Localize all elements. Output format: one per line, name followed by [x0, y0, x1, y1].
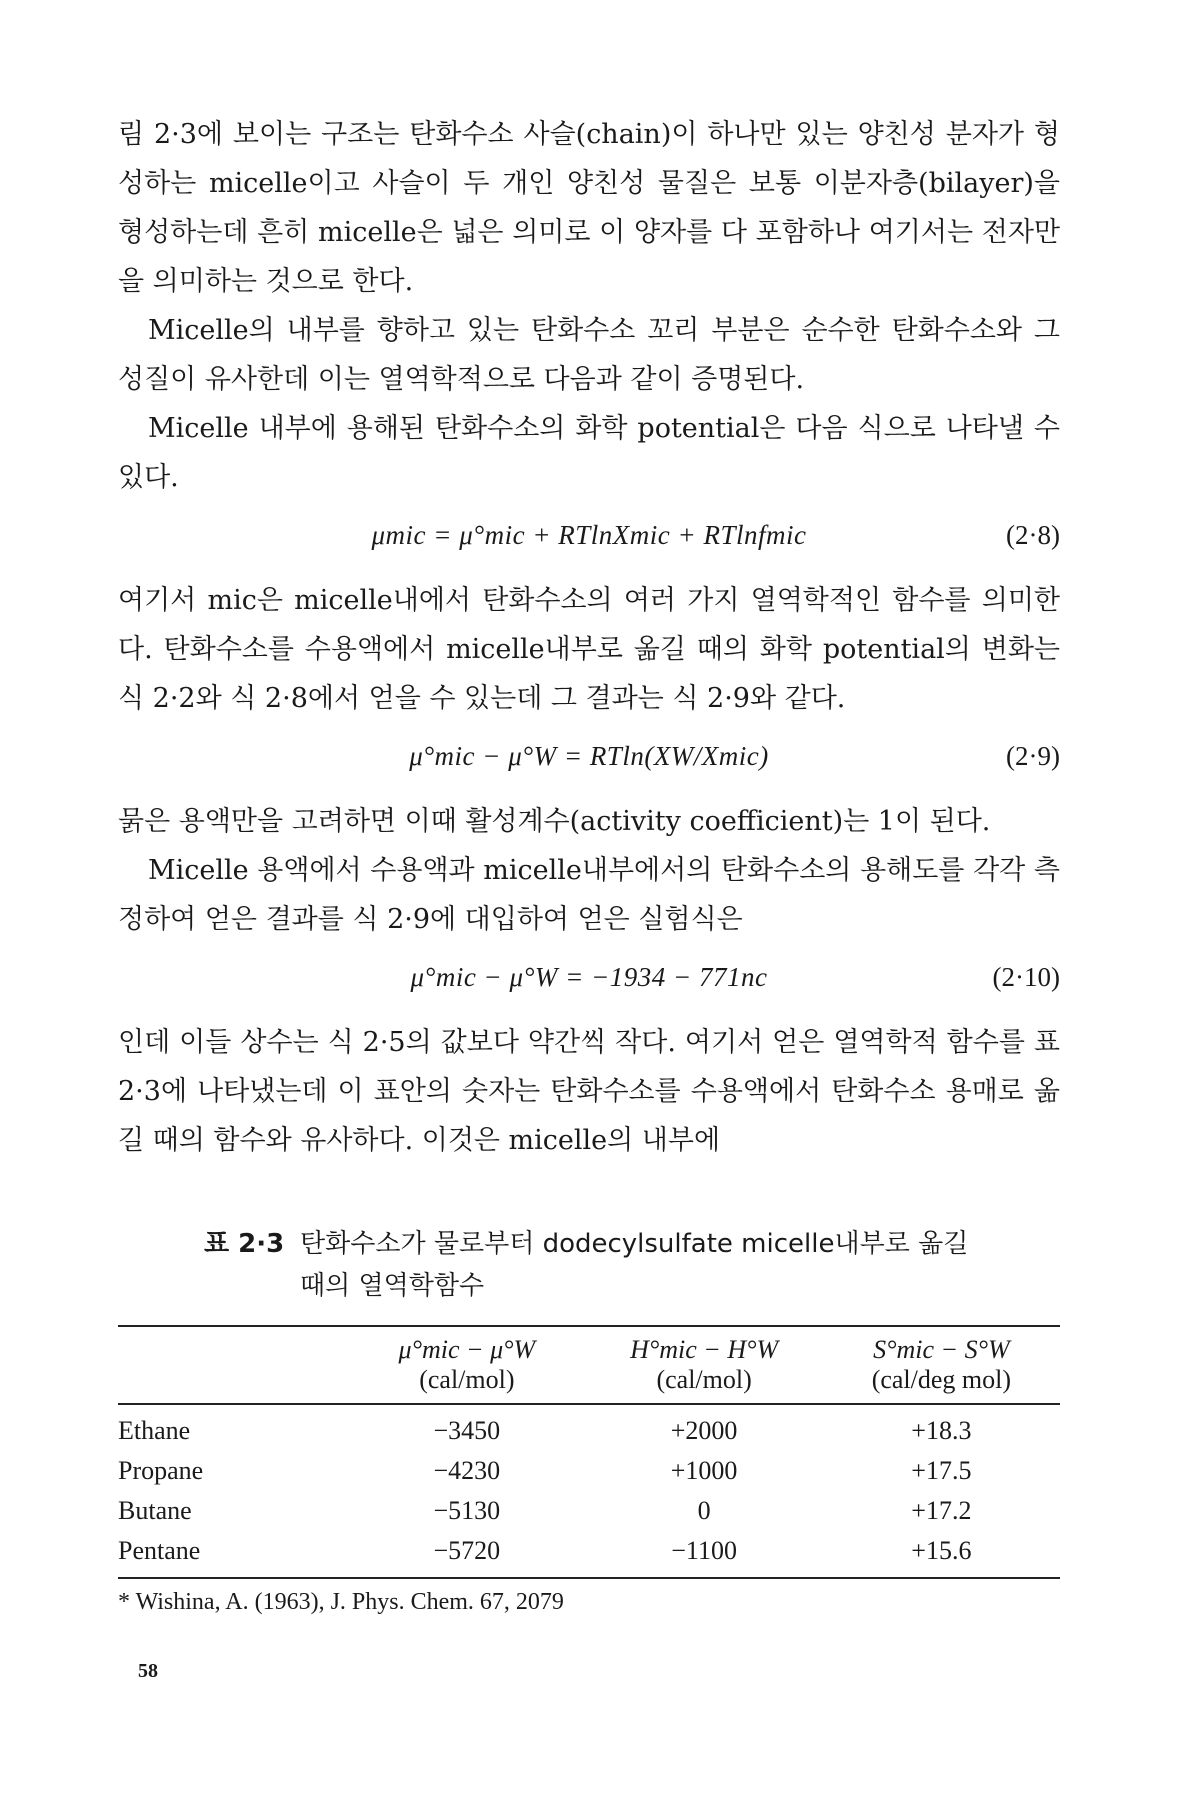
- header-expression: μ°mic − μ°W: [398, 1335, 536, 1364]
- table-cell: +17.2: [911, 1496, 972, 1525]
- paragraph: Micelle 내부에 용해된 탄화수소의 화학 potential은 다음 식으로 나타낼 수 있다.: [118, 413, 1060, 493]
- table-row: [118, 1404, 1060, 1451]
- table-cell: +18.3: [911, 1416, 972, 1445]
- row-name: Ethane: [118, 1416, 191, 1445]
- paragraph: 림 2·3에 보이는 구조는 탄화수소 사슬(chain)이 하나만 있는 양친성 분자가 형성하는 micelle이고 사슬이 두 개인 양친성 물질은 보통 이분자층(bilayer)을 형성하는데 흔히 micelle은 넓은 의미로 이 양자를 다 포함하나 여기서는 전자만을 의미하는 것으로 한다.: [118, 119, 1060, 297]
- table-header-empty: [118, 1326, 348, 1404]
- equation-expression: μ°mic − μ°W = RTln(XW/Xmic): [409, 741, 769, 771]
- equation-number: (2·10): [992, 962, 1060, 992]
- table-cell: +15.6: [911, 1536, 972, 1565]
- equation-2-9: [118, 723, 1060, 797]
- header-expression: S°mic − S°W: [873, 1335, 1010, 1364]
- paragraph: 여기서 mic은 micelle내에서 탄화수소의 여러 가지 열역학적인 함수를 의미한다. 탄화수소를 수용액에서 micelle내부로 옮길 때의 화학 potential의 변화는 식 2·2와 식 2·8에서 얻을 수 있는데 그 결과는 식 2·9와 같다.: [118, 585, 1060, 714]
- paragraph: 묽은 용액만을 고려하면 이때 활성계수(activity coefficient)는 1이 된다.: [118, 806, 991, 837]
- equation-expression: μ°mic − μ°W = −1934 − 771nc: [410, 962, 768, 992]
- table-row: [118, 1531, 1060, 1578]
- equation-number: (2·8): [1006, 520, 1060, 550]
- table-cell: −5720: [433, 1536, 501, 1565]
- table-header: [585, 1326, 822, 1404]
- table-footnote: * Wishina, A. (1963), J. Phys. Chem. 67, 2079: [118, 1589, 564, 1615]
- table-cell: −3450: [433, 1416, 501, 1445]
- header-expression: H°mic − H°W: [630, 1335, 779, 1364]
- row-name: Butane: [118, 1496, 192, 1525]
- paragraph: 인데 이들 상수는 식 2·5의 값보다 약간씩 작다. 여기서 얻은 열역학적 함수를 표 2·3에 나타냈는데 이 표안의 숫자는 탄화수소를 수용액에서 탄화수소 용매로 옮길 때의 함수와 유사하다. 이것은 micelle의 내부에: [118, 1027, 1060, 1156]
- paragraph: Micelle 용액에서 수용액과 micelle내부에서의 탄화수소의 용해도를 각각 측정하여 얻은 결과를 식 2·9에 대입하여 얻은 실험식은: [118, 855, 1060, 935]
- table-row: [118, 1491, 1060, 1531]
- equation-number: (2·9): [1006, 741, 1060, 771]
- paragraph: Micelle의 내부를 향하고 있는 탄화수소 꼬리 부분은 순수한 탄화수소와 그 성질이 유사한데 이는 열역학적으로 다음과 같이 증명된다.: [118, 315, 1060, 395]
- equation-expression: μmic = μ°mic + RTlnXmic + RTlnfmic: [371, 520, 807, 550]
- row-name: Pentane: [118, 1536, 201, 1565]
- table-cell: +2000: [670, 1416, 738, 1445]
- header-unit: (cal/deg mol): [871, 1365, 1012, 1394]
- table-caption: [204, 1223, 1024, 1307]
- table-cell: −1100: [671, 1536, 737, 1565]
- table-header: [348, 1326, 585, 1404]
- header-unit: (cal/mol): [656, 1365, 752, 1394]
- table-cell: −4230: [433, 1456, 501, 1485]
- page-body: [118, 110, 1060, 1616]
- table-header: [823, 1326, 1060, 1404]
- thermodynamics-table: [118, 1325, 1060, 1579]
- row-name: Propane: [118, 1456, 204, 1485]
- table-cell: −5130: [433, 1496, 501, 1525]
- header-unit: (cal/mol): [419, 1365, 515, 1394]
- table-caption-label: 표 2·3: [204, 1229, 285, 1259]
- table-cell: +17.5: [911, 1456, 972, 1485]
- equation-2-8: [118, 502, 1060, 576]
- table-cell: +1000: [670, 1456, 738, 1485]
- table-row: [118, 1451, 1060, 1491]
- equation-2-10: [118, 944, 1060, 1018]
- table-caption-text: 탄화수소가 물로부터 dodecylsulfate micelle내부로 옮길 때의 열역학함수: [300, 1229, 969, 1301]
- table-cell: 0: [697, 1496, 711, 1525]
- table-header-row: [118, 1326, 1060, 1404]
- page-number: 58: [138, 1660, 158, 1682]
